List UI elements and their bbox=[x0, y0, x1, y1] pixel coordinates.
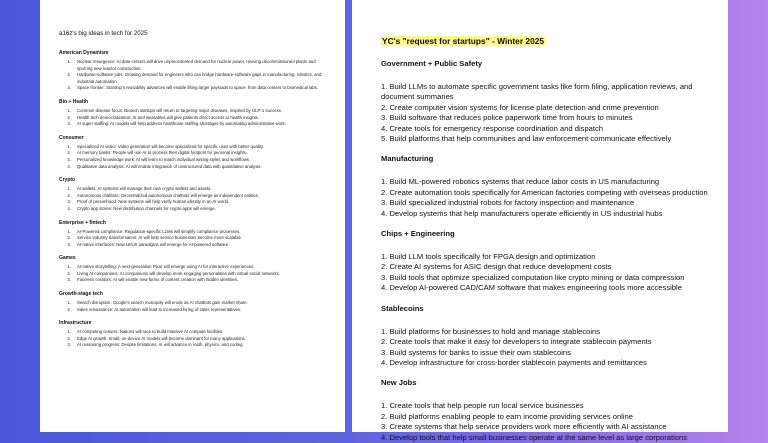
list-item-text: AI-native interfaces: New UI/UX paradigms will emerge for AI-powered software. bbox=[77, 241, 230, 247]
list-item bbox=[59, 206, 327, 213]
list-item-text: Nuclear resurgence: AI data centers will drive unprecedented demand for nuclear power, reviving decommissioned plants and spurring new reactor construction. bbox=[77, 59, 316, 71]
numbered-list bbox=[59, 300, 327, 313]
section bbox=[59, 255, 327, 284]
list-item bbox=[59, 186, 327, 193]
list-item bbox=[59, 121, 327, 128]
list-number: 3. bbox=[67, 241, 71, 247]
list-number: 3. bbox=[67, 342, 71, 348]
list-number: 1. bbox=[67, 143, 71, 149]
list-item-text: Faceless creators: AI will enable new forms of content creation with hidden identities. bbox=[77, 277, 239, 283]
list-item: 4. Develop tools that help small businesses operate at the same level as large corporations bbox=[381, 432, 688, 442]
list-item-text: Search disruption: Google's search monopoly will erode as AI chatbots gain market share. bbox=[77, 300, 248, 306]
section bbox=[381, 304, 718, 369]
section bbox=[59, 99, 327, 128]
list-number: 1. bbox=[67, 228, 71, 234]
section bbox=[381, 378, 718, 443]
list-item: 1. Build platforms for businesses to hold and manage stablecoins bbox=[381, 326, 601, 336]
list-item bbox=[59, 235, 327, 242]
list-number: 2. bbox=[67, 306, 71, 312]
list-item: 1. Create tools that help people run local service businesses bbox=[381, 401, 584, 411]
list-item-text: AI memory banks: People will use AI to process their digital footprint for personal insights. bbox=[77, 150, 248, 156]
list-item bbox=[59, 342, 327, 349]
list-item bbox=[59, 199, 327, 206]
section-heading: Stablecoins bbox=[381, 303, 424, 313]
section-heading: New Jobs bbox=[381, 378, 417, 388]
list-item: 4. Develop infrastructure for cross-border stablecoin payments and remittances bbox=[381, 357, 647, 367]
list-item bbox=[59, 300, 327, 307]
list-item: 5. Build platforms that help communities and law enforcement communicate effectively bbox=[381, 134, 672, 144]
list-number: 4. bbox=[67, 205, 71, 211]
list-item bbox=[59, 336, 327, 343]
section-heading: Crypto bbox=[59, 177, 76, 184]
list-number: 3. bbox=[67, 156, 71, 162]
list-item-text: Space frontier: Starship's reusability advances will enable lifting larger payloads to space, from data centers to biomedical labs. bbox=[77, 85, 319, 91]
yc-document-page bbox=[352, 0, 728, 442]
list-item-text: AI reasoning progress: Despite limitations, AI will advance in math, physics, and coding. bbox=[77, 342, 244, 348]
list-item bbox=[59, 59, 327, 72]
list-item bbox=[59, 242, 327, 249]
numbered-list bbox=[381, 401, 718, 443]
section-heading: Bio + Health bbox=[59, 98, 89, 105]
list-item: 4. Develop systems that help manufacturers operate efficiently in US industrial hubs bbox=[381, 208, 663, 218]
list-number: 2. bbox=[67, 235, 71, 241]
a16z-document-page bbox=[40, 0, 345, 432]
section bbox=[59, 135, 327, 170]
numbered-list bbox=[381, 327, 718, 369]
list-number: 2. bbox=[67, 270, 71, 276]
list-item: 4. Develop AI-powered CAD/CAM software that makes engineering tools more accessible bbox=[381, 283, 682, 293]
list-item-text: Crypto app stores: New distribution channels for crypto apps will emerge. bbox=[77, 205, 216, 211]
list-item bbox=[59, 329, 327, 336]
numbered-list bbox=[381, 82, 718, 144]
list-item bbox=[59, 271, 327, 278]
section bbox=[59, 177, 327, 212]
numbered-list bbox=[59, 108, 327, 128]
list-number: 1. bbox=[67, 186, 71, 192]
list-item: 1. Build LLM tools specifically for FPGA design and optimization bbox=[381, 252, 596, 262]
list-item-text: Qualitative data analysis: AI will enable integration of unstructured data with quantitative analysis. bbox=[77, 163, 262, 169]
list-number: 1. bbox=[67, 329, 71, 335]
document-title: a16z's big ideas in tech for 2025 bbox=[59, 30, 148, 37]
list-item bbox=[59, 150, 327, 157]
numbered-list bbox=[59, 144, 327, 170]
list-item bbox=[59, 264, 327, 271]
list-item bbox=[59, 108, 327, 115]
section-heading: Infrastructure bbox=[59, 320, 92, 327]
list-number: 2. bbox=[67, 114, 71, 120]
section-heading: Games bbox=[59, 255, 76, 262]
list-number: 2. bbox=[67, 192, 71, 198]
list-number: 3. bbox=[67, 85, 71, 91]
list-item bbox=[59, 157, 327, 164]
document-body bbox=[381, 59, 718, 443]
list-number: 3. bbox=[67, 121, 71, 127]
numbered-list bbox=[59, 59, 327, 92]
section-heading: Consumer bbox=[59, 134, 84, 141]
document-title-highlighted: YC's "request for startups" - Winter 2025 bbox=[382, 36, 545, 46]
list-item-text: Hardware-software jobs: Growing demand for engineers who can bridge hardware-software gaps in manufacturing, robotics, and industrial automation. bbox=[77, 72, 322, 84]
section bbox=[59, 320, 327, 349]
section-heading: Enterprise + fintech bbox=[59, 219, 106, 226]
list-item bbox=[59, 72, 327, 85]
list-item-text: Living AI companions: AI companions will develop more engaging personalities with virtual social networks. bbox=[77, 270, 281, 276]
list-number: 1. bbox=[67, 59, 71, 64]
list-item bbox=[59, 144, 327, 151]
list-item-text: AI wallets: AI systems will manage their own crypto wallets and assets. bbox=[77, 186, 212, 192]
list-item-text: AI computing centers: Nations will race to build massive AI compute facilities. bbox=[77, 329, 224, 335]
section bbox=[59, 220, 327, 249]
list-number: 2. bbox=[67, 150, 71, 156]
list-item-text: Specialized AI video: Video generation will become specialized for specific uses with better quality. bbox=[77, 143, 264, 149]
list-item-text: Service industry transformation: AI will help service businesses become more scalable. bbox=[77, 235, 243, 241]
list-number: 1. bbox=[67, 107, 71, 113]
section bbox=[381, 154, 718, 219]
section-heading: Manufacturing bbox=[381, 154, 434, 164]
numbered-list bbox=[59, 229, 327, 249]
list-item bbox=[59, 229, 327, 236]
list-number: 2. bbox=[67, 72, 71, 78]
list-item bbox=[59, 85, 327, 92]
list-number: 3. bbox=[67, 199, 71, 205]
section-heading: Government + Public Safety bbox=[381, 59, 483, 68]
list-item: 3. Build systems for banks to issue their own stablecoins bbox=[381, 347, 571, 357]
list-item: 3. Build tools that optimize specialized computation like crypto mining or data compression bbox=[381, 272, 685, 282]
numbered-list bbox=[59, 329, 327, 349]
list-item bbox=[59, 115, 327, 122]
list-item: 3. Create systems that help service providers work more efficiently with AI assistance bbox=[381, 422, 667, 432]
section-heading: Growth-stage tech bbox=[59, 291, 103, 298]
numbered-list bbox=[59, 264, 327, 284]
list-item-text: Common disease focus: Biotech startups will return to targeting major diseases, inspired by GLP-1 success. bbox=[77, 107, 283, 113]
list-item: 1. Build LLMs to automate specific government tasks like form filing, application reviews, and document summaries bbox=[381, 82, 693, 102]
document-body bbox=[59, 50, 327, 349]
list-item: 1. Build ML-powered robotics systems that reduce labor costs in US manufacturing bbox=[381, 177, 660, 187]
list-item: 2. Create computer vision systems for license plate detection and crime prevention bbox=[381, 102, 659, 112]
list-item-text: AI-native storytelling: A next-generation Pixar will emerge using AI for interactive experiences. bbox=[77, 264, 255, 270]
list-item-text: Health tech democratization: AI and wearables will give patients direct access to health insights. bbox=[77, 114, 259, 120]
list-item-text: AI-Powered compliance: Regulation-specific LLMs will simplify compliance processes. bbox=[77, 228, 241, 234]
section bbox=[59, 291, 327, 313]
section bbox=[59, 50, 327, 92]
list-number: 1. bbox=[67, 300, 71, 306]
list-item-text: Autonomous chatbots: Decentralized autonomous chatbots will emerge as independent entities. bbox=[77, 192, 260, 198]
list-item-text: Edge AI growth: Small, on-device AI models will become dominant for many applications. bbox=[77, 335, 246, 341]
list-item bbox=[59, 164, 327, 171]
section-heading: American Dynamism bbox=[59, 50, 109, 56]
list-item-text: AI super staffing: AI models will help address healthcare staffing shortages by automating administrative work. bbox=[77, 121, 286, 127]
numbered-list bbox=[381, 252, 718, 294]
list-item-text: Personalized knowledge work: AI will learn to match individual writing styles and workflows. bbox=[77, 156, 251, 162]
section-heading: Chips + Engineering bbox=[381, 229, 455, 239]
list-number: 3. bbox=[67, 277, 71, 283]
list-number: 1. bbox=[67, 264, 71, 270]
list-number: 2. bbox=[67, 335, 71, 341]
list-item: 3. Build software that reduces police paperwork time from hours to minutes bbox=[381, 113, 633, 123]
list-item-text: Proof of personhood: New systems will help verify human identity in an AI world. bbox=[77, 199, 230, 205]
list-item: 2. Create AI systems for ASIC design that reduce development costs bbox=[381, 262, 612, 272]
list-item bbox=[59, 307, 327, 314]
section bbox=[381, 59, 718, 144]
list-item-text: Sales renaissance: AI automation will lead to increased hiring of sales representatives. bbox=[77, 306, 242, 312]
list-item: 2. Create tools that make it easy for developers to integrate stablecoin payments bbox=[381, 337, 652, 347]
section bbox=[381, 229, 718, 294]
numbered-list bbox=[381, 177, 718, 219]
list-item: 3. Build specialized industrial robots for factory inspection and maintenance bbox=[381, 198, 635, 208]
numbered-list bbox=[59, 186, 327, 212]
list-number: 4. bbox=[67, 163, 71, 169]
list-item bbox=[59, 193, 327, 200]
list-item: 4. Create tools for emergency response coordination and dispatch bbox=[381, 123, 604, 133]
list-item: 2. Build platforms enabling people to earn income providing services online bbox=[381, 411, 634, 421]
list-item: 2. Create automation tools specifically for American factories competing with overseas production bbox=[381, 187, 708, 197]
list-item bbox=[59, 277, 327, 284]
